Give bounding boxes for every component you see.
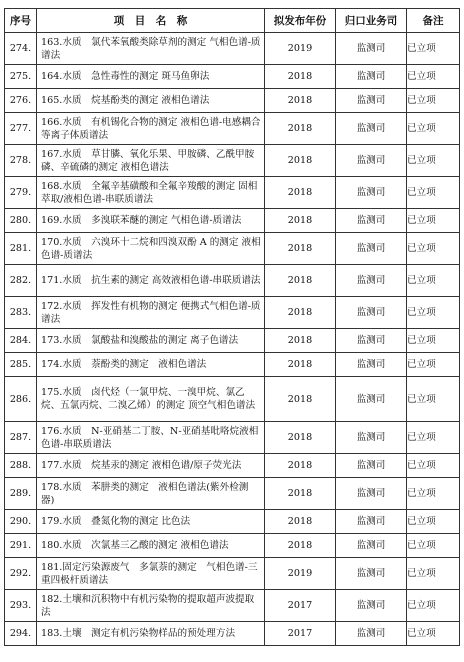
table-body — [5, 33, 460, 646]
row-number: 274. — [5, 33, 37, 65]
row-number: 294. — [5, 622, 37, 646]
row-item-name: 182.土壤和沉积物中有机污染物的提取超声波提取法 — [37, 590, 265, 622]
row-year: 2018 — [265, 377, 336, 422]
row-department: 监测司 — [336, 265, 407, 297]
row-remark: 已立项 — [407, 590, 460, 622]
row-department: 监测司 — [336, 177, 407, 209]
row-year: 2017 — [265, 590, 336, 622]
row-department: 监测司 — [336, 454, 407, 478]
row-year: 2018 — [265, 89, 336, 113]
row-item-name: 173.水质 氯酸盐和溴酸盐的测定 离子色谱法 — [37, 329, 265, 353]
header-item: 项 目 名 称 — [37, 9, 265, 33]
row-number: 275. — [5, 65, 37, 89]
row-remark: 已立项 — [407, 534, 460, 558]
table-row — [5, 478, 460, 510]
row-item-name: 163.水质 氯代苯氧酸类除草剂的测定 气相色谱-质谱法 — [37, 33, 265, 65]
row-number: 282. — [5, 265, 37, 297]
row-department: 监测司 — [336, 622, 407, 646]
row-year: 2018 — [265, 209, 336, 233]
row-number: 288. — [5, 454, 37, 478]
row-year: 2018 — [265, 265, 336, 297]
row-number: 283. — [5, 297, 37, 329]
row-item-name: 169.水质 多溴联苯醚的测定 气相色谱-质谱法 — [37, 209, 265, 233]
table-row — [5, 510, 460, 534]
row-remark: 已立项 — [407, 422, 460, 454]
row-year: 2018 — [265, 353, 336, 377]
row-department: 监测司 — [336, 329, 407, 353]
row-department: 监测司 — [336, 33, 407, 65]
row-number: 281. — [5, 233, 37, 265]
row-year: 2018 — [265, 233, 336, 265]
row-remark: 已立项 — [407, 510, 460, 534]
row-item-name: 164.水质 急性毒性的测定 斑马鱼卵法 — [37, 65, 265, 89]
row-number: 290. — [5, 510, 37, 534]
row-department: 监测司 — [336, 590, 407, 622]
table-row — [5, 233, 460, 265]
row-item-name: 178.水质 苯肼类的测定 液相色谱法(紫外检测器) — [37, 478, 265, 510]
row-remark: 已立项 — [407, 65, 460, 89]
header-year: 拟发布年份 — [265, 9, 336, 33]
table-row — [5, 558, 460, 590]
row-year: 2017 — [265, 622, 336, 646]
row-year: 2018 — [265, 297, 336, 329]
table-row — [5, 422, 460, 454]
table-row — [5, 329, 460, 353]
table-header-row — [5, 9, 460, 33]
row-year: 2018 — [265, 510, 336, 534]
table-row — [5, 622, 460, 646]
row-number: 284. — [5, 329, 37, 353]
row-remark: 已立项 — [407, 353, 460, 377]
row-department: 监测司 — [336, 478, 407, 510]
row-remark: 已立项 — [407, 454, 460, 478]
row-year: 2018 — [265, 478, 336, 510]
table-row — [5, 209, 460, 233]
table-row — [5, 590, 460, 622]
row-number: 287. — [5, 422, 37, 454]
row-remark: 已立项 — [407, 297, 460, 329]
header-no: 序号 — [5, 9, 37, 33]
row-number: 285. — [5, 353, 37, 377]
row-year: 2018 — [265, 177, 336, 209]
table-row — [5, 353, 460, 377]
table-row — [5, 65, 460, 89]
row-year: 2018 — [265, 329, 336, 353]
row-department: 监测司 — [336, 558, 407, 590]
row-number: 286. — [5, 377, 37, 422]
row-item-name: 170.水质 六溴环十二烷和四溴双酚 A 的测定 液相色谱-质谱法 — [37, 233, 265, 265]
row-department: 监测司 — [336, 113, 407, 145]
row-year: 2018 — [265, 422, 336, 454]
row-department: 监测司 — [336, 233, 407, 265]
row-item-name: 183.土壤 测定有机污染物样品的预处理方法 — [37, 622, 265, 646]
row-item-name: 167.水质 草甘膦、氧化乐果、甲胺磷、乙酰甲胺磷、辛硫磷的测定 液相色谱法 — [37, 145, 265, 177]
row-remark: 已立项 — [407, 145, 460, 177]
row-department: 监测司 — [336, 65, 407, 89]
row-year: 2018 — [265, 145, 336, 177]
row-number: 276. — [5, 89, 37, 113]
row-department: 监测司 — [336, 377, 407, 422]
row-remark: 已立项 — [407, 89, 460, 113]
standards-table — [4, 8, 460, 646]
table-row — [5, 297, 460, 329]
row-remark: 已立项 — [407, 113, 460, 145]
table-row — [5, 113, 460, 145]
row-remark: 已立项 — [407, 233, 460, 265]
table-row — [5, 33, 460, 65]
row-number: 280. — [5, 209, 37, 233]
row-year: 2018 — [265, 65, 336, 89]
row-number: 277. — [5, 113, 37, 145]
table-row — [5, 454, 460, 478]
table-row — [5, 534, 460, 558]
row-year: 2019 — [265, 33, 336, 65]
row-item-name: 176.水质 N-亚硝基二丁胺、N-亚硝基吡咯烷液相色谱-串联质谱法 — [37, 422, 265, 454]
row-department: 监测司 — [336, 422, 407, 454]
row-number: 293. — [5, 590, 37, 622]
row-department: 监测司 — [336, 353, 407, 377]
row-remark: 已立项 — [407, 622, 460, 646]
row-remark: 已立项 — [407, 558, 460, 590]
row-remark: 已立项 — [407, 33, 460, 65]
table-row — [5, 145, 460, 177]
row-item-name: 165.水质 烷基酚类的测定 液相色谱法 — [37, 89, 265, 113]
row-number: 278. — [5, 145, 37, 177]
table-row — [5, 89, 460, 113]
row-number: 289. — [5, 478, 37, 510]
row-year: 2018 — [265, 454, 336, 478]
row-department: 监测司 — [336, 145, 407, 177]
table-row — [5, 177, 460, 209]
row-remark: 已立项 — [407, 177, 460, 209]
row-item-name: 181.固定污染源废气 多氯萘的测定 气相色谱-三重四极杆质谱法 — [37, 558, 265, 590]
row-item-name: 177.水质 烷基汞的测定 液相色谱/原子荧光法 — [37, 454, 265, 478]
row-remark: 已立项 — [407, 265, 460, 297]
row-department: 监测司 — [336, 89, 407, 113]
row-remark: 已立项 — [407, 209, 460, 233]
row-item-name: 180.水质 次氯基三乙酸的测定 液相色谱法 — [37, 534, 265, 558]
table-row — [5, 265, 460, 297]
row-number: 291. — [5, 534, 37, 558]
row-remark: 已立项 — [407, 329, 460, 353]
row-department: 监测司 — [336, 209, 407, 233]
row-department: 监测司 — [336, 534, 407, 558]
header-dept: 归口业务司 — [336, 9, 407, 33]
row-department: 监测司 — [336, 510, 407, 534]
row-item-name: 172.水质 挥发性有机物的测定 便携式气相色谱-质谱法 — [37, 297, 265, 329]
row-item-name: 174.水质 萘酚类的测定 液相色谱法 — [37, 353, 265, 377]
row-department: 监测司 — [336, 297, 407, 329]
table-row — [5, 377, 460, 422]
row-item-name: 168.水质 全氟辛基磺酸和全氟辛羧酸的测定 固相萃取/液相色谱-串联质谱法 — [37, 177, 265, 209]
row-item-name: 166.水质 有机锡化合物的测定 液相色谱-电感耦合等离子体质谱法 — [37, 113, 265, 145]
row-number: 292. — [5, 558, 37, 590]
header-remark: 备注 — [407, 9, 460, 33]
row-item-name: 171.水质 抗生素的测定 高效液相色谱-串联质谱法 — [37, 265, 265, 297]
row-remark: 已立项 — [407, 478, 460, 510]
row-item-name: 179.水质 叠氮化物的测定 比色法 — [37, 510, 265, 534]
row-item-name: 175.水质 卤代烃（一氯甲烷、一溴甲烷、氯乙烷、五氯丙烷、二溴乙烯）的测定 顶空气相色谱法 — [37, 377, 265, 422]
row-number: 279. — [5, 177, 37, 209]
row-remark: 已立项 — [407, 377, 460, 422]
row-year: 2018 — [265, 534, 336, 558]
row-year: 2018 — [265, 113, 336, 145]
row-year: 2019 — [265, 558, 336, 590]
standards-table-container — [4, 8, 459, 646]
